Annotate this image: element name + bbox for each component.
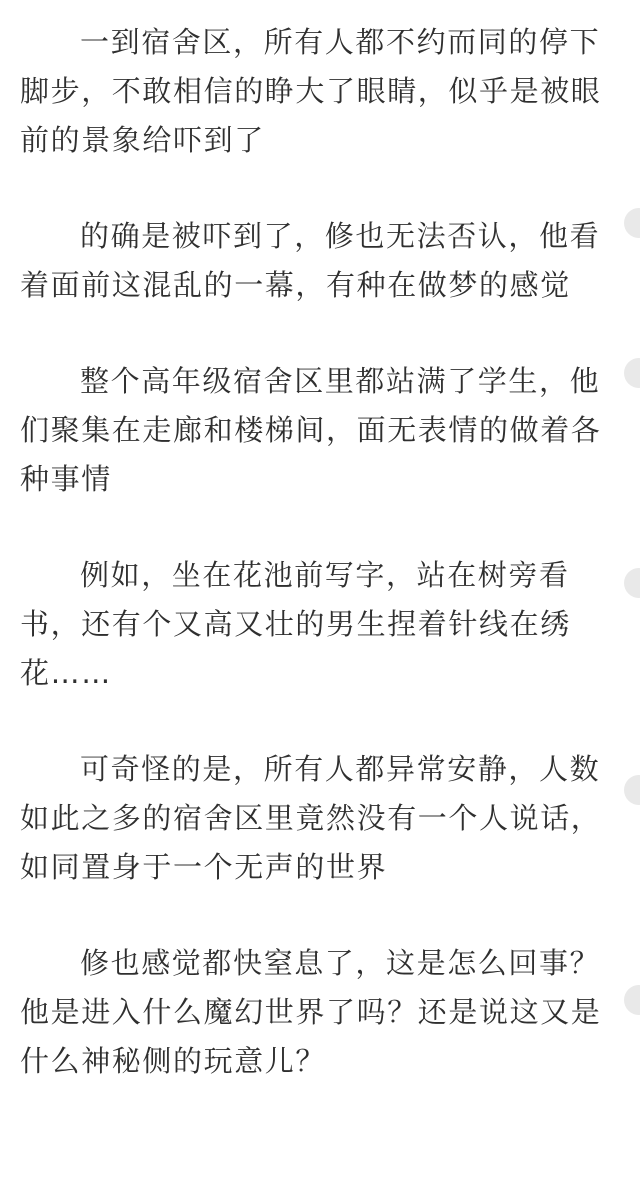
side-dot-icon <box>624 358 640 388</box>
article-body <box>20 18 610 1086</box>
paragraph: 的确是被吓到了，修也无法否认，他看着面前这混乱的一幕，有种在做梦的感觉 <box>20 219 601 302</box>
side-dot-icon <box>624 985 640 1015</box>
paragraph: 例如，坐在花池前写字，站在树旁看书，还有个又高又壮的男生捏着针线在绣花…… <box>20 558 571 690</box>
paragraph: 修也感觉都快窒息了，这是怎么回事？他是进入什么魔幻世界了吗？还是说这又是什么神秘侧的玩意儿？ <box>20 946 602 1078</box>
side-dot-icon <box>624 775 640 805</box>
paragraph: 可奇怪的是，所有人都异常安静，人数如此之多的宿舍区里竟然没有一个人说话，如同置身于一个无声的世界 <box>20 752 602 884</box>
paragraph: 一到宿舍区，所有人都不约而同的停下脚步，不敢相信的睁大了眼睛，似乎是被眼前的景象给吓到了 <box>20 25 602 157</box>
side-dot-icon <box>624 568 640 598</box>
paragraph: 整个高年级宿舍区里都站满了学生，他们聚集在走廊和楼梯间，面无表情的做着各种事情 <box>20 364 602 496</box>
side-dot-icon <box>624 208 640 238</box>
